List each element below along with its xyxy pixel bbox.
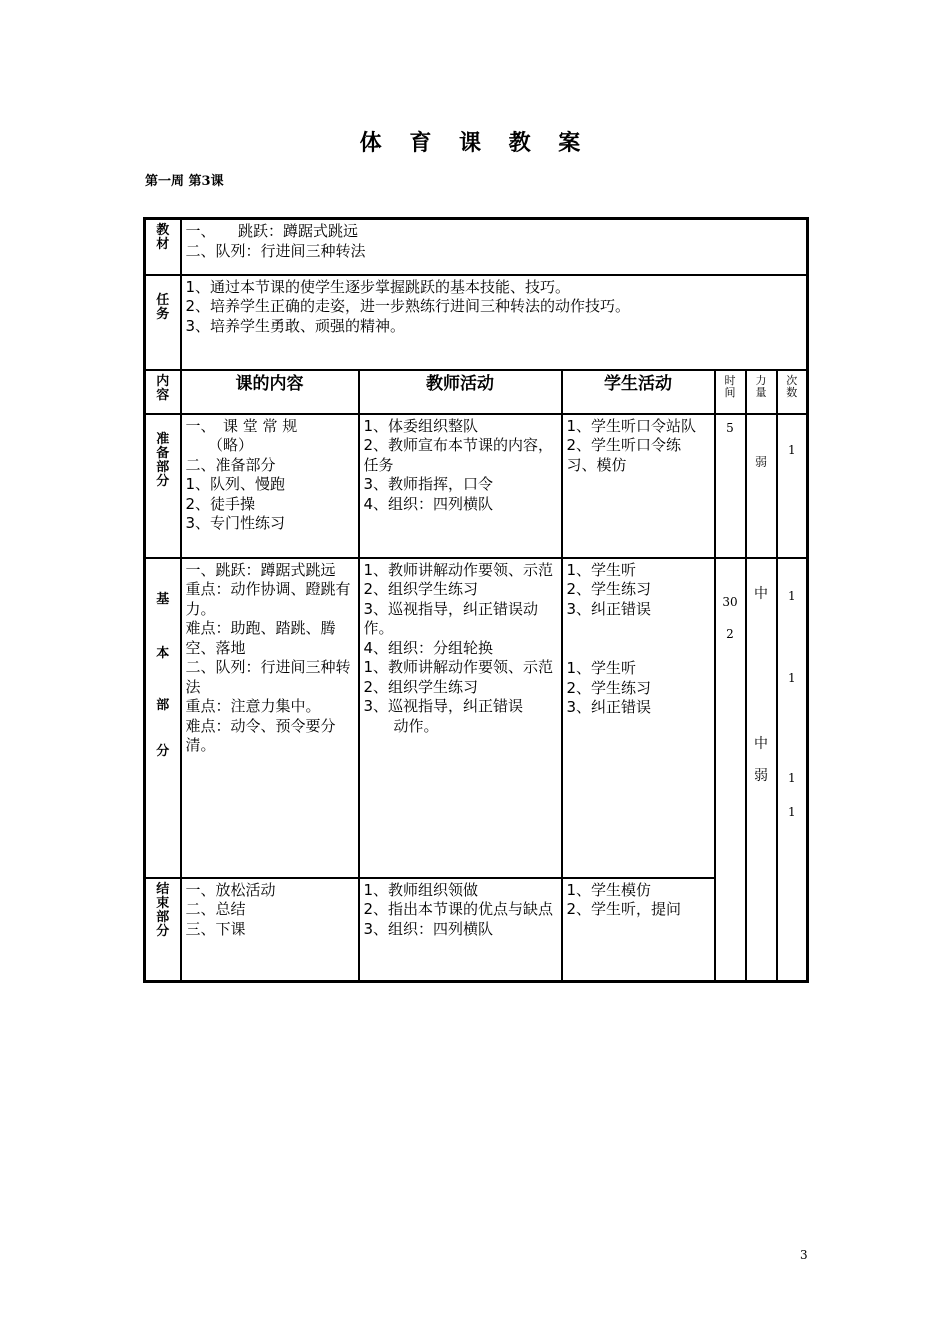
header-row: [145, 370, 808, 414]
basic-force: 中 中 弱: [746, 558, 777, 982]
end-content: 一、放松活动 二、总结 三、下课: [181, 878, 359, 982]
lesson-plan-table: [143, 217, 809, 983]
basic-label: 基 本 部 分: [145, 558, 181, 878]
tasks-content: 1、通过本节课的使学生逐步掌握跳跃的基本技能、技巧。 2、培养学生正确的走姿，进一步熟练行进间三种转法的动作技巧。 3、培养学生勇敢、顽强的精神。: [181, 275, 808, 370]
end-student: 1、学生模仿 2、学生听，提问: [562, 878, 715, 982]
basic-count: 1 1 1 1: [777, 558, 808, 982]
page-number: 3: [800, 1248, 808, 1262]
basic-student: 1、学生听 2、学生练习 3、纠正错误 1、学生听 2、学生练习 3、纠正错误: [562, 558, 715, 878]
page-title: 体 育 课 教 案: [359, 131, 591, 156]
basic-time: 30 2: [715, 558, 746, 982]
header-force: 力 量: [746, 370, 777, 414]
end-teacher: 1、教师组织领做 2、指出本节课的优点与缺点 3、组织：四列横队: [359, 878, 562, 982]
prep-count: 1: [777, 414, 808, 558]
end-row: [145, 878, 808, 982]
header-teacher: 教师活动: [359, 370, 562, 414]
prep-teacher: 1、体委组织整队 2、教师宣布本节课的内容，任务 3、教师指挥，口令 4、组织：四列横队: [359, 414, 562, 558]
prep-student: 1、学生听口令站队 2、学生听口令练习、模仿: [562, 414, 715, 558]
prep-label: 准 备 部 分: [145, 414, 181, 558]
header-count: 次 数: [777, 370, 808, 414]
prep-time: 5: [715, 414, 746, 558]
prep-content: 一、 课 堂 常 规 （略） 二、准备部分 1、队列、慢跑 2、徒手操 3、专门性练习: [181, 414, 359, 558]
prep-row: [145, 414, 808, 558]
materials-row: [145, 219, 808, 275]
tasks-label: 任 务: [145, 275, 181, 370]
header-student: 学生活动: [562, 370, 715, 414]
header-time: 时 间: [715, 370, 746, 414]
header-content: 课的内容: [181, 370, 359, 414]
materials-content: 一、 跳跃：蹲踞式跳远 二、队列：行进间三种转法: [181, 219, 808, 275]
basic-row: [145, 558, 808, 878]
basic-content: 一、跳跃：蹲踞式跳远 重点：动作协调、蹬跳有力。 难点：助跑、踏跳、腾空、落地 二、队列：行进间三种转法 重点：注意力集中。 难点：动令、预令要分清。: [181, 558, 359, 878]
prep-force: 弱: [746, 414, 777, 558]
tasks-row: [145, 275, 808, 370]
end-label: 结 束 部 分: [145, 878, 181, 982]
basic-teacher: 1、教师讲解动作要领、示范 2、组织学生练习 3、巡视指导，纠正错误动作。 4、组织：分组轮换 1、教师讲解动作要领、示范 2、组织学生练习 3、巡视指导，纠正错误 动作。: [359, 558, 562, 878]
materials-label: 教 材: [145, 219, 181, 275]
header-label: 内 容: [145, 370, 181, 414]
week-label: 第一周 第3课: [145, 174, 224, 189]
